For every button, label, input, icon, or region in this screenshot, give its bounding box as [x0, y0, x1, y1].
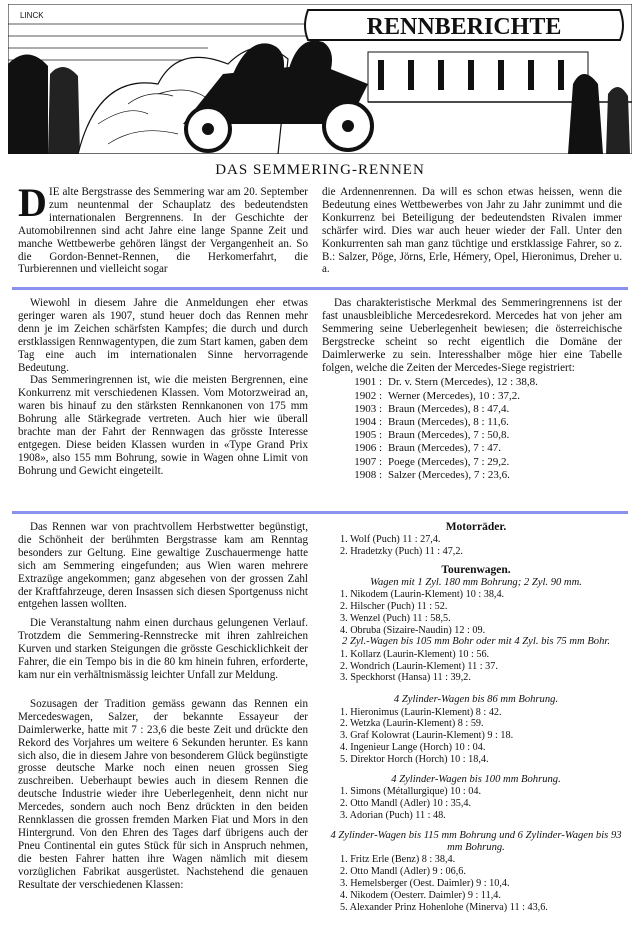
record-year: 1901 :	[354, 376, 382, 389]
result-entry: 2. Wetzka (Laurin-Klement) 8 : 59.	[340, 718, 484, 730]
result-entry: 3. Graf Kolowrat (Laurin-Klement) 9 : 18.	[340, 730, 514, 742]
banner-illustration	[8, 4, 632, 154]
result-entry: 2. Hradetzky (Puch) 11 : 47,2.	[340, 545, 463, 557]
banner-title: RENNBERICHTE	[366, 14, 562, 40]
middle-left-paragraph-2: Das Semmeringrennen ist, wie die meisten Bergrennen, eine Konkurrenz mit verschiedenen Klassen. Vom Motorzweirad an, waren bis hinauf zu den stärksten Rennkanonen von 175 mm Bohrung alle Stärkegrade vertreten. Auch hier wie überall brachte man der Fahrt der Rennwagen das grösste Interesse entgegen. Diese beiden Klassen wurden in «Type Grand Prix 1908», also 155 mm Bohrung, sowie in Wagen ohne Limit von Bohrung und Gewicht eingeteilt.	[18, 374, 308, 477]
result-entry: 1. Wolf (Puch) 11 : 27,4.	[340, 533, 441, 545]
record-row	[322, 469, 622, 482]
results-class5-heading: 4 Zylinder-Wagen bis 115 mm Bohrung und 6 Zylinder-Wagen bis 93 mm Bohrung.	[330, 830, 622, 854]
record-text: Braun (Mercedes), 8 : 47,4.	[388, 402, 510, 415]
results-class1-heading: Wagen mit 1 Zyl. 180 mm Bohrung; 2 Zyl. 90 mm.	[370, 576, 582, 588]
record-year: 1907 :	[354, 455, 382, 468]
record-row	[322, 416, 622, 429]
record-text: Braun (Mercedes), 7 : 47.	[388, 442, 502, 455]
results-column	[326, 521, 626, 914]
result-entry: 2. Hilscher (Puch) 11 : 52.	[340, 600, 448, 612]
result-entry: 4. Nikodem (Oesterr. Daimler) 9 : 11,4.	[340, 890, 501, 902]
record-text: Poege (Mercedes), 7 : 29,2.	[388, 455, 510, 468]
mercedes-records-list	[322, 376, 622, 482]
results-class3-list	[326, 707, 626, 767]
article-title: DAS SEMMERING-RENNEN	[215, 162, 425, 178]
divider-rule-1	[12, 287, 628, 290]
record-row	[322, 390, 622, 403]
results-class4-list	[326, 786, 626, 822]
bottom-left-paragraph-1: Das Rennen war von prachtvollem Herbstwetter begünstigt, die Schönheit der berühmten Bergstrasse kam am Renntag besonders zur Geltung. Eine gewaltige Zuschauermenge hatte sich am Semmering eingefunden; aus Wien waren mehrere Extrazüge angekommen; ganz abgesehen von der grossen Zahl der Kraftfahrzeuge, deren Insassen sich diesen Sportgenuss nicht entgehen lassen wollten.	[18, 521, 308, 611]
record-row	[322, 376, 622, 389]
middle-left-paragraph-1: Wiewohl in diesem Jahre die Anmeldungen eher etwas geringer waren als 1907, stund heuer doch das Rennen mehr denn je im Zeichen schärfsten Kampfes; die durch und durch erstklassigen Rennwagentypen, die zum Start kamen, gaben dem Tag eine auch im internationalen Sinne hervorragende Bedeutung.	[18, 297, 308, 374]
result-entry: 3. Hemelsberger (Oest. Daimler) 9 : 10,4.	[340, 878, 510, 890]
intro-right-column	[322, 186, 622, 276]
intro-left-text: IE alte Bergstrasse des Semmering war am 20. September zum neuntenmal der Schauplatz des bedeutendsten internationalen Bergrennens. In der Geschichte der Automobilrennen sind acht Jahre eine lange Spanne Zeit und manche Wettbewerbe gehören längst der Vergangenheit an. So die Gordon-Bennet-Rennen, die Herkomerfahrt, die Turbierennen und vielleicht sogar	[18, 186, 308, 276]
result-entry: 5. Direktor Horch (Horch) 10 : 18,4.	[340, 754, 489, 766]
result-entry: 2. Otto Mandl (Adler) 10 : 35,4.	[340, 798, 472, 810]
record-year: 1902 :	[354, 389, 382, 402]
results-class5-list	[326, 854, 626, 914]
record-year: 1906 :	[354, 442, 382, 455]
middle-right-paragraph: Das charakteristische Merkmal des Semmeringrennens ist der fast unausbleibliche Mercedesrekord. Mercedes hat von jeher am Semmering seine Ueberlegenheit bewiesen; die österreichische Bergstrecke scheint so recht eigentlich die Domäne der Daimlerwerke zu sein. Interesshalber möge hier eine Tabelle folgen, welche die Zeiten der Mercedes-Siege registriert:	[322, 297, 622, 374]
results-motor-heading: Motorräder.	[445, 521, 507, 533]
bottom-left-column	[18, 521, 308, 891]
result-entry: 4. Ingenieur Lange (Horch) 10 : 04.	[340, 742, 486, 754]
record-year: 1903 :	[354, 402, 382, 415]
intro-right-text: die Ardennenrennen. Da will es schon etwas heissen, wenn die Bedeutung eines Wettbewerbes von Jahr zu Jahr zunimmt und die Konkurrenz bei Beteiligung der bedeutendsten Rivalen immer schärfer wird. Dies war auch heuer wieder der Fall. Unter den Konkurrenten sah man ganz tüchtige und erstklassige Fahrer, so z. B.: Salzer, Pöge, Jörns, Erle, Hémery, Opel, Hieronimus, Dreher u. a.	[322, 186, 622, 276]
record-row	[322, 442, 622, 455]
results-class3-heading: 4 Zylinder-Wagen bis 86 mm Bohrung.	[393, 694, 559, 706]
race-car-illustration	[8, 4, 632, 154]
results-motor-list	[326, 534, 626, 558]
divider-rule-2	[12, 511, 628, 514]
record-row	[322, 456, 622, 469]
results-touren-heading: Tourenwagen.	[441, 563, 511, 576]
record-year: 1904 :	[354, 416, 382, 429]
record-text: Werner (Mercedes), 10 : 37,2.	[388, 389, 520, 402]
result-entry: 3. Speckhorst (Hansa) 11 : 39,2.	[340, 672, 471, 684]
result-entry: 1. Simons (Métallurgique) 10 : 04.	[340, 786, 482, 798]
record-text: Dr. v. Stern (Mercedes), 12 : 38,8.	[388, 376, 538, 389]
record-row	[322, 403, 622, 416]
result-entry: 1. Hieronimus (Laurin-Klement) 8 : 42.	[340, 706, 502, 718]
record-text: Braun (Mercedes), 7 : 50,8.	[388, 429, 510, 442]
results-class2-list	[326, 649, 626, 685]
result-entry: 4. Obruba (Sizaire-Naudin) 12 : 09.	[340, 624, 486, 636]
result-entry: 3. Adorian (Puch) 11 : 48.	[340, 810, 446, 822]
intro-left-column	[18, 180, 308, 276]
drop-cap: D	[18, 180, 47, 225]
middle-left-column	[18, 297, 308, 478]
results-class1-list	[326, 589, 626, 637]
middle-right-column	[322, 297, 622, 482]
bottom-left-paragraph-2: Die Veranstaltung nahm einen durchaus gelungenen Verlauf. Trotzdem die Semmering-Rennstrecke mit ihren zahlreichen Kurven und starken Steigungen die grösste Geschicklichkeit der Fahrer, die ein Tempo bis in die 80 km hinein fuhren, erforderte, kam nur ein verhältnismässig leichter Unfall zur Meldung.	[18, 617, 308, 681]
result-entry: 1. Kollarz (Laurin-Klement) 10 : 56.	[340, 648, 490, 660]
result-entry: 3. Wenzel (Puch) 11 : 58,5.	[340, 612, 451, 624]
result-entry: 1. Fritz Erle (Benz) 8 : 38,4.	[340, 854, 456, 866]
results-class4-heading: 4 Zylinder-Wagen bis 100 mm Bohrung.	[391, 774, 561, 786]
record-text: Salzer (Mercedes), 7 : 23,6.	[388, 468, 510, 481]
results-class2-heading: 2 Zyl.-Wagen bis 105 mm Bohr oder mit 4 Zyl. bis 75 mm Bohr.	[342, 636, 610, 648]
result-entry: 5. Alexander Prinz Hohenlohe (Minerva) 11 : 43,6.	[340, 902, 548, 914]
record-text: Braun (Mercedes), 8 : 11,6.	[388, 416, 509, 429]
record-year: 1908 :	[354, 468, 382, 481]
record-year: 1905 :	[354, 429, 382, 442]
artist-signature: LINCK	[20, 11, 44, 20]
bottom-left-paragraph-3: Sozusagen der Tradition gemäss gewann das Rennen ein Mercedeswagen, Salzer, der bekannte Essayeur der Daimlerwerke, hatte mit 7 : 23,6 die beste Zeit und drückte den Rekord des Vorjahres um weitere 6 Sekunden herunter. Es kann sich also, die in diesem Jahre von besonderem Glück begünstigte grosse deutsche Marke noch einen neuen grossen Sieg zuschreiben. Ueberhaupt bewies auch in diesem Rennen die deutsche Industrie wieder ihre Ueberlegenheit, denn nicht nur Mercedes, sondern auch noch Benz drückten in den beiden Rennklassen die grossen fremden Marken Fiat und Mors in den Hintergrund. Von den Ehren des Tages darf übrigens auch der Pneu Continental ein gutes Stück für sich in Anspruch nehmen, die besten Fahrer hatten ihre Wagen nämlich mit diesem vorzüglichen Fabrikat ausgerüstet. Nachstehend die genauen Resultate der verschiedenen Klassen:	[18, 697, 308, 891]
record-row	[322, 429, 622, 442]
result-entry: 1. Nikodem (Laurin-Klement) 10 : 38,4.	[340, 588, 505, 600]
result-entry: 2. Wondrich (Laurin-Klement) 11 : 37.	[340, 660, 498, 672]
result-entry: 2. Otto Mandl (Adler) 9 : 06,6.	[340, 866, 466, 878]
